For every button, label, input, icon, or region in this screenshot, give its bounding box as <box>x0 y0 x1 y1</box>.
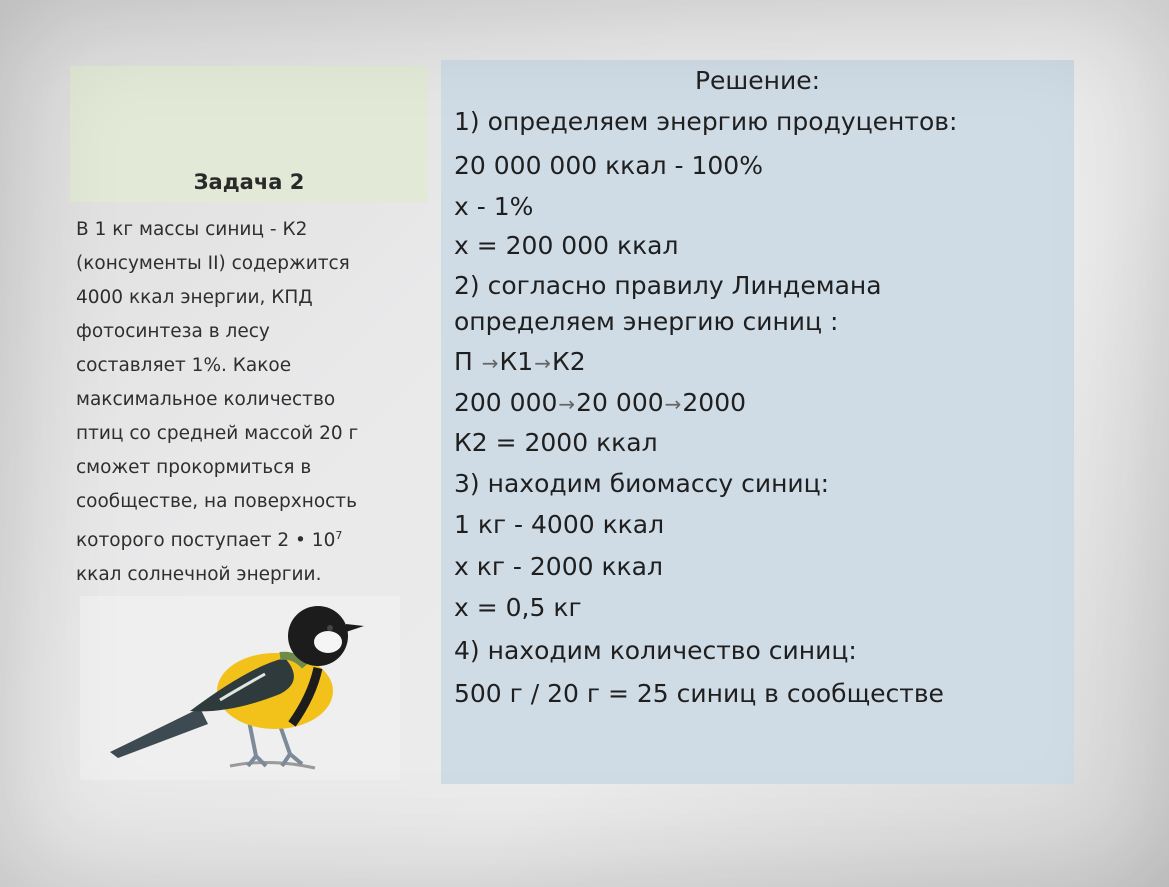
task-line: (консументы II) содержится <box>76 253 350 274</box>
task-title: Задача 2 <box>193 170 305 194</box>
task-line: В 1 кг массы синиц - К2 <box>76 219 308 240</box>
energy-chain <box>454 388 746 417</box>
energy-value-3: 2000 <box>682 388 747 417</box>
task-text <box>76 213 422 592</box>
step2-result: К2 = 2000 ккал <box>454 428 658 457</box>
chain-k1: К1 <box>499 347 534 376</box>
task-line: максимальное количество <box>76 389 336 410</box>
step3-line-b: х кг - 2000 ккал <box>454 552 663 581</box>
step1-line-b: х - 1% <box>454 192 534 221</box>
task-line: фотосинтеза в лесу <box>76 321 270 342</box>
trophic-chain <box>454 347 586 376</box>
task-line: составляет 1%. Какое <box>76 355 292 376</box>
step3-line-c: х = 0,5 кг <box>454 593 582 622</box>
chain-k2: К2 <box>551 347 586 376</box>
energy-value-1: 200 000 <box>454 388 558 417</box>
task-line: сможет прокормиться в <box>76 457 312 478</box>
arrow-right-icon: → <box>481 351 499 375</box>
task-line: птиц со средней массой 20 г <box>76 423 359 444</box>
step4-line-a: 500 г / 20 г = 25 синиц в сообществе <box>454 679 944 708</box>
exponent: 7 <box>335 529 343 542</box>
step1-line-a: 20 000 000 ккал - 100% <box>454 151 763 180</box>
step3-title: 3) находим биомассу синиц: <box>454 469 830 498</box>
step1-title: 1) определяем энергию продуцентов: <box>454 107 958 136</box>
arrow-right-icon: → <box>664 392 682 416</box>
step2-title-b: определяем энергию синиц : <box>454 307 839 336</box>
task-line: сообществе, на поверхность <box>76 491 357 512</box>
solution-heading: Решение: <box>694 66 821 95</box>
step1-line-c: х = 200 000 ккал <box>454 231 679 260</box>
task-line: которого поступает 2 • 10 <box>76 530 336 552</box>
task-line: ккал солнечной энергии. <box>76 564 322 586</box>
energy-value-2: 20 000 <box>576 388 664 417</box>
step2-title-a: 2) согласно правилу Линдемана <box>454 271 882 300</box>
bird-tail <box>110 708 208 758</box>
arrow-right-icon: → <box>558 392 576 416</box>
arrow-right-icon: → <box>534 351 551 375</box>
cheek-patch <box>314 631 342 653</box>
bird-image <box>80 596 400 780</box>
bird-eye <box>327 625 333 631</box>
step3-line-a: 1 кг - 4000 ккал <box>454 510 665 539</box>
chain-producer: П <box>454 347 473 376</box>
solution-panel <box>441 60 1074 784</box>
bird-beak <box>346 624 364 632</box>
step4-title: 4) находим количество синиц: <box>454 636 857 665</box>
great-tit-illustration <box>80 596 400 780</box>
task-line: 4000 ккал энергии, КПД <box>76 287 313 308</box>
